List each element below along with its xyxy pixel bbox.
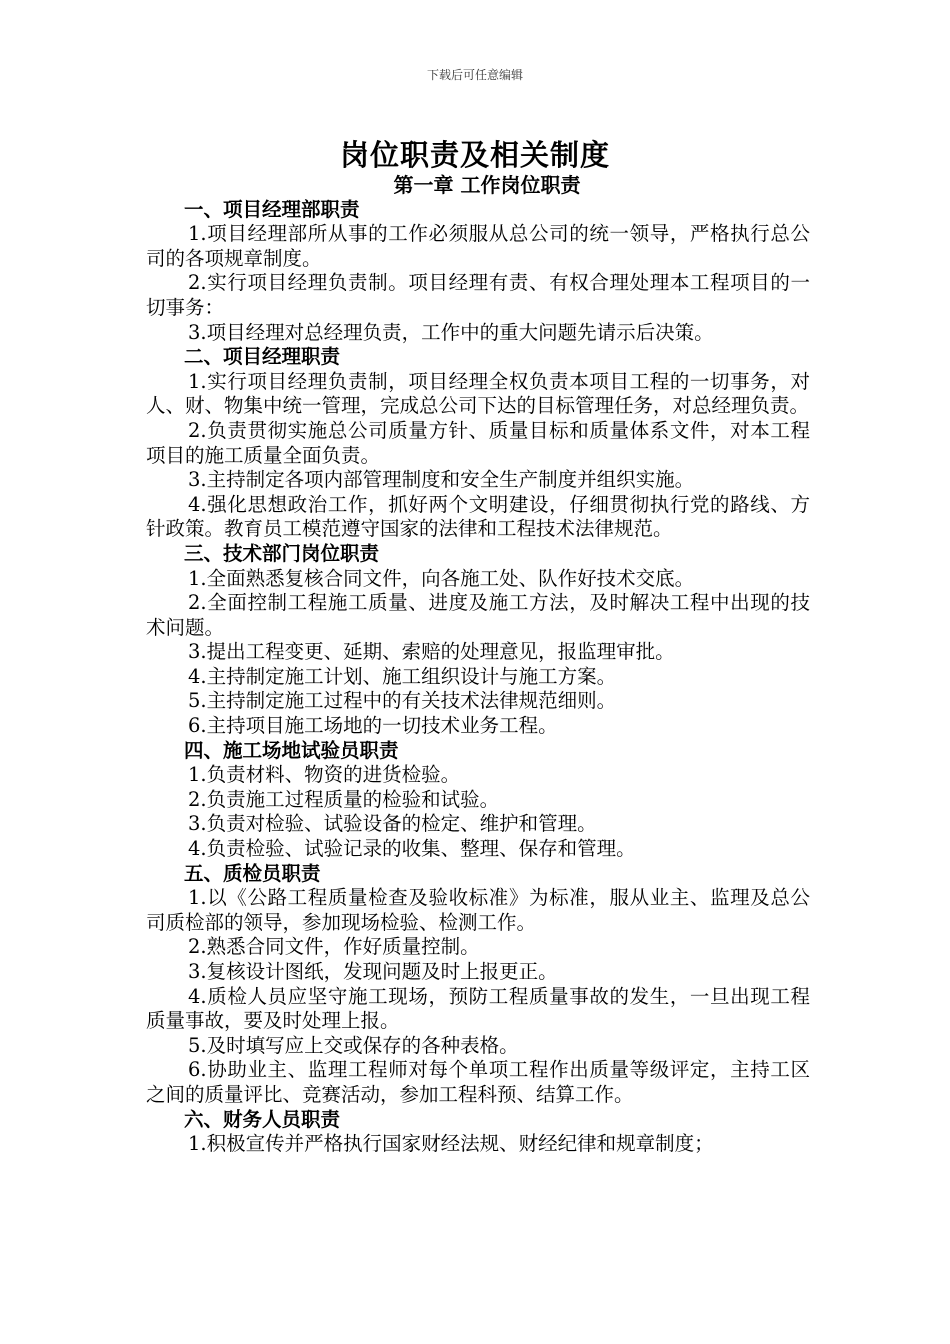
paragraph: 6.主持项目施工场地的一切技术业务工程。 — [188, 714, 558, 738]
paragraph: 4.主持制定施工计划、施工组织设计与施工方案。 — [188, 664, 617, 688]
paragraph: 2.熟悉合同文件，作好质量控制。 — [188, 935, 480, 959]
paragraph: 3.负责对检验、试验设备的检定、维护和管理。 — [188, 812, 597, 836]
paragraph: 1.负责材料、物资的进货检验。 — [188, 763, 461, 787]
paragraph: 1.项目经理部所从事的工作必须服从总公司的统一领导，严格执行总公司的各项规章制度。 — [146, 222, 810, 270]
paragraph: 1.实行项目经理负责制，项目经理全权负责本项目工程的一切事务，对人、财、物集中统一管理，完成总公司下达的目标管理任务，对总经理负责。 — [146, 369, 810, 418]
paragraph: 5.主持制定施工过程中的有关技术法律规范细则。 — [188, 689, 617, 713]
paragraph: 3.项目经理对总经理负责，工作中的重大问题先请示后决策。 — [188, 320, 714, 344]
paragraph: 4.强化思想政治工作，抓好两个文明建设，仔细贯彻执行党的路线、方针政策。教育员工模范遵守国家的法律和工程技术法律规范。 — [146, 492, 810, 541]
section-heading: 二、项目经理职责 — [184, 345, 341, 369]
paragraph: 1.全面熟悉复核合同文件，向各施工处、队作好技术交底。 — [188, 566, 695, 590]
document-title: 岗位职责及相关制度 — [339, 138, 610, 172]
section-heading: 一、项目经理部职责 — [184, 197, 360, 221]
paragraph: 2.负责施工过程质量的检验和试验。 — [188, 787, 500, 811]
paragraph: 3.复核设计图纸，发现问题及时上报更正。 — [188, 960, 558, 983]
paragraph: 6.协助业主、监理工程师对每个单项工程作出质量等级评定，主持工区之间的质量评比、竞赛活动，参加工程科预、结算工作。 — [146, 1058, 810, 1106]
header-note: 下载后可任意编辑 — [426, 68, 523, 82]
section-heading: 三、技术部门岗位职责 — [184, 541, 380, 565]
paragraph: 2.负责贯彻实施总公司质量方针、质量目标和质量体系文件，对本工程项目的施工质量全面负责。 — [146, 418, 810, 467]
document-body — [146, 173, 810, 1157]
paragraph: 3.提出工程变更、延期、索赔的处理意见，报监理审批。 — [188, 640, 675, 664]
paragraph: 2.全面控制工程施工质量、进度及施工方法，及时解决工程中出现的技术问题。 — [146, 591, 810, 639]
section-heading: 六、财务人员职责 — [184, 1107, 341, 1131]
paragraph: 1.积极宣传并严格执行国家财经法规、财经纪律和规章制度； — [188, 1132, 714, 1156]
section-heading: 五、质检员职责 — [184, 861, 321, 885]
chapter-heading: 第一章 工作岗位职责 — [393, 173, 581, 197]
section-heading: 四、施工场地试验员职责 — [184, 738, 399, 762]
paragraph: 1.以《公路工程质量检查及验收标准》为标准，服从业主、监理及总公司质检部的领导，参加现场检验、检测工作。 — [146, 886, 810, 934]
paragraph: 3.主持制定各项内部管理制度和安全生产制度并组织实施。 — [188, 468, 695, 492]
paragraph: 4.负责检验、试验记录的收集、整理、保存和管理。 — [188, 837, 636, 861]
paragraph: 4.质检人员应坚守施工现场，预防工程质量事故的发生，一旦出现工程质量事故，要及时处理上报。 — [146, 984, 810, 1033]
paragraph: 2.实行项目经理负责制。项目经理有责、有权合理处理本工程项目的一切事务： — [146, 271, 810, 319]
paragraph: 5.及时填写应上交或保存的各种表格。 — [188, 1033, 519, 1057]
